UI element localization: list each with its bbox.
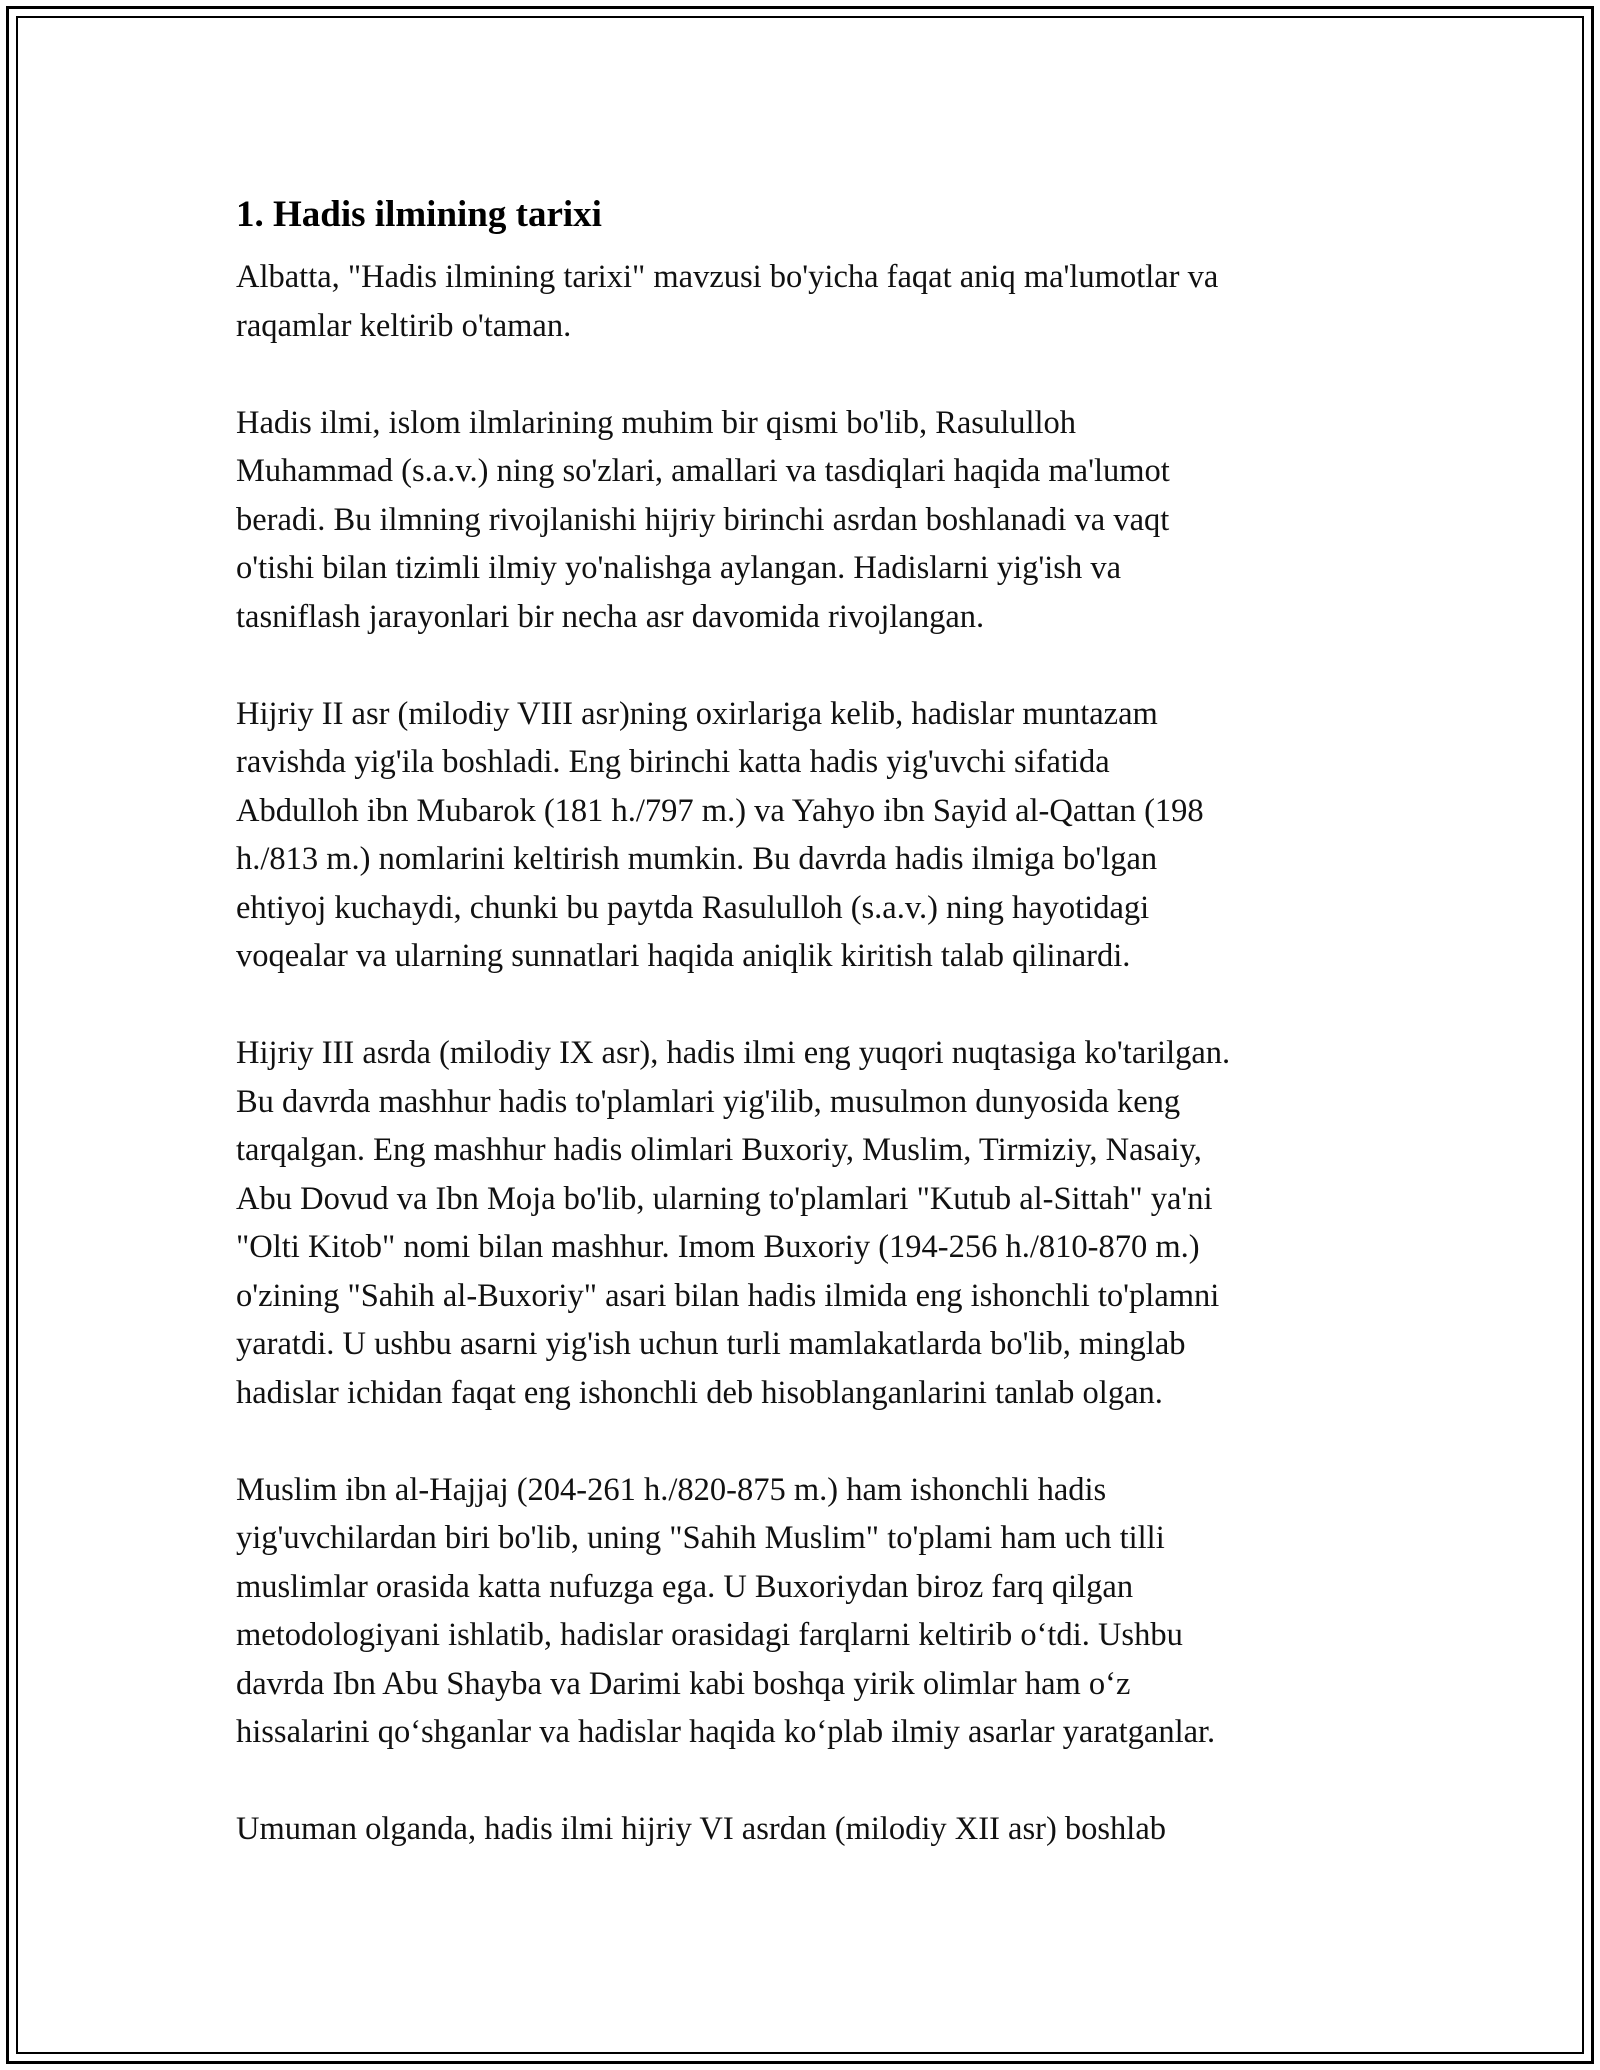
text-line: tarqalgan. Eng mashhur hadis olimlari Buxoriy, Muslim, Tirmiziy, Nasaiy, bbox=[236, 1132, 1202, 1168]
text-line: o'zining "Sahih al-Buxoriy" asari bilan hadis ilmida eng ishonchli to'plamni bbox=[236, 1277, 1220, 1314]
text-line: Hijriy III asrda (milodiy IX asr), hadis ilmi eng yuqori nuqtasiga ko'tarilgan. bbox=[236, 1035, 1231, 1071]
text-line: tasniflash jarayonlari bir necha asr davomida rivojlangan. bbox=[236, 598, 985, 635]
paragraph-conclusion bbox=[236, 1805, 1366, 1854]
text-line: yaratdi. U ushbu asarni yig'ish uchun turli mamlakatlarda bo'lib, minglab bbox=[236, 1326, 1186, 1362]
paragraph-third-century bbox=[236, 1029, 1366, 1417]
text-line: voqealar va ularning sunnatlari haqida aniqlik kiritish talab qilinardi. bbox=[236, 938, 1131, 974]
paragraph-second-century bbox=[236, 690, 1366, 981]
text-line: metodologiyani ishlatib, hadislar orasidagi farqlarni keltirib o‘tdi. Ushbu bbox=[236, 1617, 1183, 1653]
text-line: o'tishi bilan tizimli ilmiy yo'nalishga aylangan. Hadislarni yig'ish va bbox=[236, 550, 1122, 586]
text-line: beradi. Bu ilmning rivojlanishi hijriy birinchi asrdan boshlanadi va vaqt bbox=[236, 501, 1170, 538]
text-line: yig'uvchilardan biri bo'lib, uning "Sahih Muslim" to'plami ham uch tilli bbox=[236, 1520, 1165, 1556]
text-line: h./813 m.) nomlarini keltirish mumkin. Bu davrda hadis ilmiga bo'lgan bbox=[236, 841, 1158, 877]
text-line: hadislar ichidan faqat eng ishonchli deb hisoblanganlarini tanlab olgan. bbox=[236, 1374, 1163, 1411]
text-line: Bu davrda mashhur hadis to'plamlari yig'ilib, musulmon dunyosida keng bbox=[236, 1083, 1181, 1120]
text-line: Muhammad (s.a.v.) ning so'zlari, amallari va tasdiqlari haqida ma'lumot bbox=[236, 453, 1170, 489]
document-body bbox=[236, 185, 1366, 1902]
text-line: Muslim ibn al-Hajjaj (204-261 h./820-875 m.) ham ishonchli hadis bbox=[236, 1471, 1107, 1508]
text-line: ehtiyoj kuchaydi, chunki bu paytda Rasululloh (s.a.v.) ning hayotidagi bbox=[236, 889, 1150, 926]
text-line: Abdulloh ibn Mubarok (181 h./797 m.) va Yahyo ibn Sayid al-Qattan (198 bbox=[236, 792, 1204, 829]
text-line: Hadis ilmi, islom ilmlarining muhim bir qismi bo'lib, Rasululloh bbox=[236, 404, 1077, 441]
text-line: Albatta, "Hadis ilmining tarixi" mavzusi bo'yicha faqat aniq ma'lumotlar va bbox=[236, 259, 1219, 295]
text-line: Abu Dovud va Ibn Moja bo'lib, ularning to'plamlari "Kutub al-Sittah" ya'ni bbox=[236, 1180, 1213, 1217]
text-line: muslimlar orasida katta nufuzga ega. U Buxoriydan biroz farq qilgan bbox=[236, 1568, 1134, 1605]
text-line: hissalarini qo‘shganlar va hadislar haqida ko‘plab ilmiy asarlar yaratganlar. bbox=[236, 1714, 1216, 1750]
text-line: ravishda yig'ila boshladi. Eng birinchi katta hadis yig'uvchi sifatida bbox=[236, 744, 1110, 780]
text-line: Umuman olganda, hadis ilmi hijriy VI asrdan (milodiy XII asr) boshlab bbox=[236, 1811, 1166, 1847]
section-heading: 1. Hadis ilmining tarixi bbox=[236, 194, 602, 235]
text-line: davrda Ibn Abu Shayba va Darimi kabi boshqa yirik olimlar ham o‘z bbox=[236, 1665, 1131, 1702]
paragraph-intro bbox=[236, 253, 1366, 350]
text-line: "Olti Kitob" nomi bilan mashhur. Imom Buxoriy (194-256 h./810-870 m.) bbox=[236, 1229, 1200, 1265]
text-line: raqamlar keltirib o'taman. bbox=[236, 307, 572, 344]
paragraph-definition bbox=[236, 399, 1366, 642]
text-line: Hijriy II asr (milodiy VIII asr)ning oxirlariga kelib, hadislar muntazam bbox=[236, 695, 1158, 732]
paragraph-muslim bbox=[236, 1466, 1366, 1757]
